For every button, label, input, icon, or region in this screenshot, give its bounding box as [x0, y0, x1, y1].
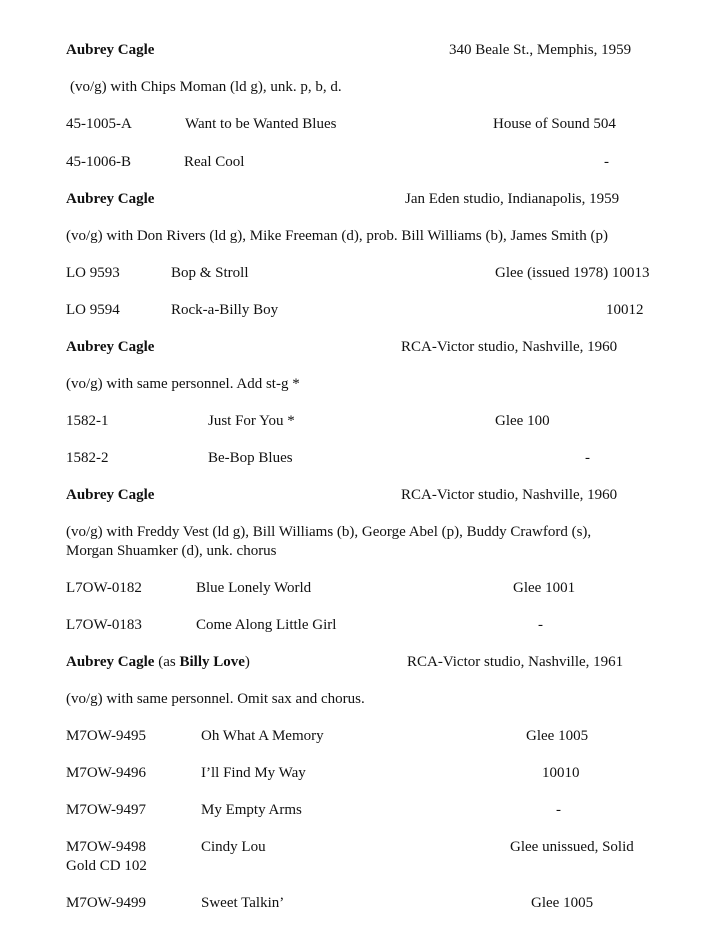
- track-matrix: 1582-1: [66, 413, 109, 429]
- track-issue: Glee 1001: [513, 580, 576, 596]
- track-title: Come Along Little Girl: [196, 617, 337, 633]
- track-issue: -: [538, 617, 543, 633]
- session-location: Jan Eden studio, Indianapolis, 1959: [405, 191, 620, 207]
- track-matrix: 45-1006-B: [66, 154, 131, 170]
- track-matrix: M7OW-9498: [66, 839, 146, 855]
- session-personnel: (vo/g) with Freddy Vest (ld g), Bill Williams (b), George Abel (p), Buddy Crawford (s),: [66, 524, 592, 540]
- session-personnel: (vo/g) with Don Rivers (ld g), Mike Freeman (d), prob. Bill Williams (b), James Smith (p): [66, 228, 608, 244]
- track-matrix: LO 9594: [66, 302, 120, 318]
- session-artist: Aubrey Cagle: [66, 339, 155, 355]
- track-title: Just For You *: [208, 413, 295, 429]
- track-issue: -: [556, 802, 561, 818]
- session-artist: Aubrey Cagle: [66, 42, 155, 58]
- track-issue: 10012: [606, 302, 644, 318]
- track-title: Rock-a-Billy Boy: [171, 302, 279, 318]
- track-title: I’ll Find My Way: [201, 765, 306, 781]
- track-issue: Glee 1005: [531, 895, 594, 911]
- session-artist: Aubrey Cagle: [66, 487, 155, 503]
- session-location: RCA-Victor studio, Nashville, 1961: [407, 654, 624, 670]
- track-issue: Glee unissued, Solid: [510, 839, 634, 855]
- track-issue: House of Sound 504: [493, 116, 616, 132]
- track-matrix: M7OW-9497: [66, 802, 146, 818]
- track-title: Bop & Stroll: [171, 265, 249, 281]
- track-matrix: 1582-2: [66, 450, 109, 466]
- track-title: Be-Bop Blues: [208, 450, 293, 466]
- session-personnel: (vo/g) with same personnel. Omit sax and chorus.: [66, 691, 365, 707]
- track-matrix: L7OW-0183: [66, 617, 142, 633]
- track-issue: 10010: [542, 765, 580, 781]
- track-title: Oh What A Memory: [201, 728, 324, 744]
- session-artist: Aubrey Cagle (as Billy Love): [66, 654, 250, 670]
- session-personnel: (vo/g) with same personnel. Add st-g *: [66, 376, 300, 392]
- track-issue: -: [604, 154, 609, 170]
- track-matrix: M7OW-9495: [66, 728, 146, 744]
- track-title: Real Cool: [184, 154, 245, 170]
- track-title: Sweet Talkin’: [201, 895, 285, 911]
- track-title: Cindy Lou: [201, 839, 266, 855]
- session-personnel: (vo/g) with Chips Moman (ld g), unk. p, b, d.: [70, 79, 342, 95]
- track-issue-continued: Gold CD 102: [66, 858, 147, 874]
- track-issue: -: [585, 450, 590, 466]
- track-issue: Glee (issued 1978) 10013: [495, 265, 650, 281]
- session-artist: Aubrey Cagle: [66, 191, 155, 207]
- track-matrix: M7OW-9496: [66, 765, 146, 781]
- track-title: My Empty Arms: [201, 802, 302, 818]
- track-issue: Glee 1005: [526, 728, 589, 744]
- track-matrix: 45-1005-A: [66, 116, 132, 132]
- track-matrix: L7OW-0182: [66, 580, 142, 596]
- track-matrix: M7OW-9499: [66, 895, 146, 911]
- session-location: RCA-Victor studio, Nashville, 1960: [401, 487, 618, 503]
- track-issue: Glee 100: [495, 413, 550, 429]
- session-personnel: Morgan Shuamker (d), unk. chorus: [66, 543, 277, 559]
- track-title: Blue Lonely World: [196, 580, 312, 596]
- track-matrix: LO 9593: [66, 265, 120, 281]
- session-location: 340 Beale St., Memphis, 1959: [449, 42, 632, 58]
- session-location: RCA-Victor studio, Nashville, 1960: [401, 339, 618, 355]
- track-title: Want to be Wanted Blues: [185, 116, 337, 132]
